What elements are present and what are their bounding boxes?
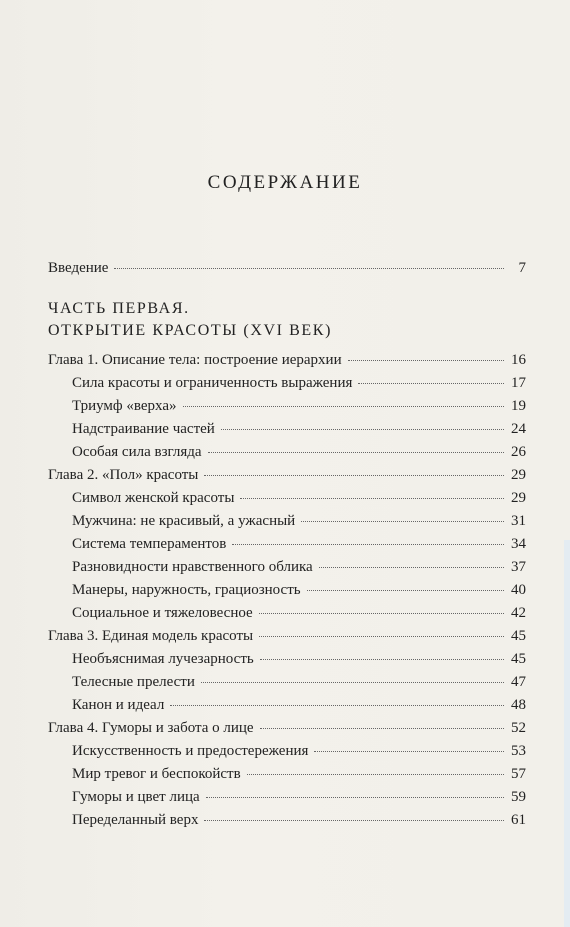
toc-section[interactable] bbox=[72, 674, 526, 694]
toc-leader-dots bbox=[259, 636, 504, 637]
toc-leader-dots bbox=[206, 797, 504, 798]
part-heading-line1: ЧАСТЬ ПЕРВАЯ. bbox=[48, 300, 190, 317]
toc-entry-page: 45 bbox=[511, 628, 526, 644]
toc-section[interactable] bbox=[72, 559, 526, 579]
toc-section[interactable] bbox=[72, 398, 526, 418]
toc-entry-label: Система темпераментов bbox=[72, 536, 227, 552]
toc-entry-label: Символ женской красоты bbox=[72, 490, 235, 506]
toc-chapter-2[interactable] bbox=[48, 467, 526, 487]
toc-leader-dots bbox=[201, 682, 504, 683]
page-edge bbox=[564, 540, 570, 927]
toc-leader-dots bbox=[348, 360, 504, 361]
toc-section[interactable] bbox=[72, 766, 526, 786]
toc-entry-page: 26 bbox=[511, 444, 526, 460]
toc-entry-label: Гуморы и цвет лица bbox=[72, 789, 200, 805]
toc-section[interactable] bbox=[72, 605, 526, 625]
toc-entry-page: 31 bbox=[511, 513, 526, 529]
toc-leader-dots bbox=[260, 659, 504, 660]
toc-leader-dots bbox=[170, 705, 504, 706]
toc-entry-label: Разновидности нравственного облика bbox=[72, 559, 313, 575]
toc-entry-label: Сила красоты и ограниченность выражения bbox=[72, 375, 353, 391]
toc-section[interactable] bbox=[72, 582, 526, 602]
toc-leader-dots bbox=[358, 383, 504, 384]
toc-chapter-3[interactable] bbox=[48, 628, 526, 648]
toc-entry-page: 53 bbox=[511, 743, 526, 759]
toc-section[interactable] bbox=[72, 536, 526, 556]
toc-entry-intro[interactable] bbox=[48, 260, 526, 280]
toc-entry-page: 47 bbox=[511, 674, 526, 690]
toc-section[interactable] bbox=[72, 697, 526, 717]
toc-entry-label: Глава 3. Единая модель красоты bbox=[48, 628, 254, 644]
toc-leader-dots bbox=[221, 429, 504, 430]
toc-leader-dots bbox=[183, 406, 505, 407]
toc-entry-page: 61 bbox=[511, 812, 526, 828]
toc-entry-page: 52 bbox=[511, 720, 526, 736]
toc-entry-page: 45 bbox=[511, 651, 526, 667]
toc-leader-dots bbox=[260, 728, 504, 729]
toc-entry-label: Мужчина: не красивый, а ужасный bbox=[72, 513, 296, 529]
toc-entry-label: Социальное и тяжеловесное bbox=[72, 605, 253, 621]
toc-entry-label: Глава 1. Описание тела: построение иерархии bbox=[48, 352, 342, 368]
toc-entry-label: Переделанный верх bbox=[72, 812, 199, 828]
toc-section[interactable] bbox=[72, 421, 526, 441]
toc-section[interactable] bbox=[72, 490, 526, 510]
toc-entry-page: 48 bbox=[511, 697, 526, 713]
toc-entry-label: Мир тревог и беспокойств bbox=[72, 766, 241, 782]
page-title: СОДЕРЖАНИЕ bbox=[207, 172, 363, 193]
toc-entry-page: 16 bbox=[511, 352, 526, 368]
toc-entry-page: 24 bbox=[511, 421, 526, 437]
toc-entry-label: Глава 2. «Пол» красоты bbox=[48, 467, 199, 483]
toc-section[interactable] bbox=[72, 743, 526, 763]
toc-entry-label: Искусственность и предостережения bbox=[72, 743, 309, 759]
toc-leader-dots bbox=[314, 751, 504, 752]
toc-section[interactable] bbox=[72, 375, 526, 395]
toc-entry-label: Введение bbox=[48, 260, 109, 276]
toc-chapter-4[interactable] bbox=[48, 720, 526, 740]
toc-leader-dots bbox=[114, 268, 504, 269]
toc-chapter-1[interactable] bbox=[48, 352, 526, 372]
toc-entry-page: 59 bbox=[511, 789, 526, 805]
part-heading-line2: ОТКРЫТИЕ КРАСОТЫ (XVI ВЕК) bbox=[48, 322, 332, 339]
toc-section[interactable] bbox=[72, 444, 526, 464]
toc-entry-label: Необъяснимая лучезарность bbox=[72, 651, 254, 667]
toc-entry-label: Глава 4. Гуморы и забота о лице bbox=[48, 720, 254, 736]
toc-leader-dots bbox=[240, 498, 504, 499]
toc-entry-page: 37 bbox=[511, 559, 526, 575]
toc-entry-page: 34 bbox=[511, 536, 526, 552]
toc-entry-label: Манеры, наружность, грациозность bbox=[72, 582, 301, 598]
toc-leader-dots bbox=[208, 452, 504, 453]
toc-leader-dots bbox=[204, 820, 504, 821]
toc-leader-dots bbox=[259, 613, 504, 614]
toc-entry-page: 29 bbox=[511, 490, 526, 506]
toc-entry-page: 42 bbox=[511, 605, 526, 621]
toc-leader-dots bbox=[232, 544, 504, 545]
toc-section[interactable] bbox=[72, 789, 526, 809]
toc-leader-dots bbox=[319, 567, 504, 568]
toc-entry-page: 40 bbox=[511, 582, 526, 598]
toc-leader-dots bbox=[247, 774, 504, 775]
toc-entry-label: Телесные прелести bbox=[72, 674, 195, 690]
toc-entry-page: 57 bbox=[511, 766, 526, 782]
toc-section[interactable] bbox=[72, 812, 526, 832]
toc-section[interactable] bbox=[72, 651, 526, 671]
toc-leader-dots bbox=[204, 475, 504, 476]
toc-entry-page: 19 bbox=[511, 398, 526, 414]
toc-entry-label: Особая сила взгляда bbox=[72, 444, 202, 460]
toc-entry-label: Триумф «верха» bbox=[72, 398, 177, 414]
toc-entry-page: 29 bbox=[511, 467, 526, 483]
toc-section[interactable] bbox=[72, 513, 526, 533]
toc-leader-dots bbox=[307, 590, 504, 591]
toc-entry-label: Надстраивание частей bbox=[72, 421, 215, 437]
toc-entry-page: 17 bbox=[511, 375, 526, 391]
toc-entry-page: 7 bbox=[518, 260, 526, 276]
toc-leader-dots bbox=[301, 521, 504, 522]
toc-entry-label: Канон и идеал bbox=[72, 697, 165, 713]
